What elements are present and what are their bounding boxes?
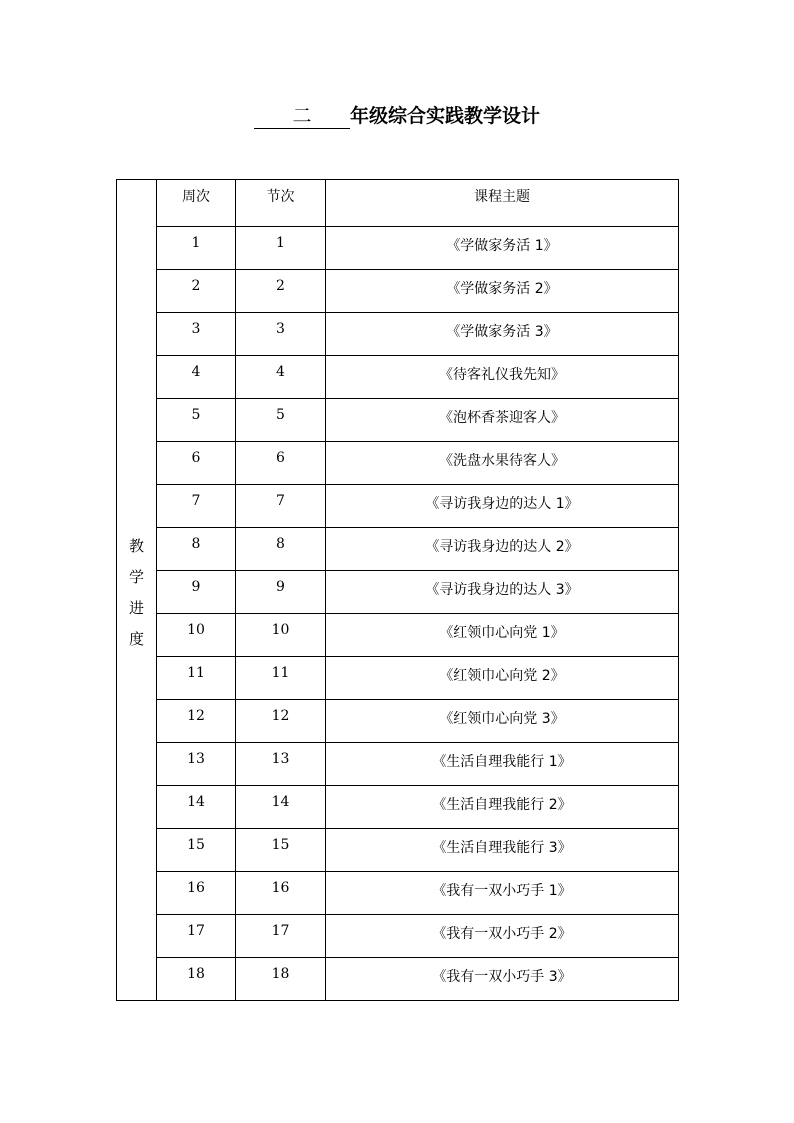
table-row <box>117 657 679 700</box>
table-row <box>117 356 679 399</box>
table-row <box>117 399 679 442</box>
table-row <box>117 571 679 614</box>
topic-cell: 《我有一双小巧手 1》 <box>326 872 679 915</box>
topic-cell: 《寻访我身边的达人 3》 <box>326 571 679 614</box>
table-row <box>117 700 679 743</box>
topic-cell: 《我有一双小巧手 2》 <box>326 915 679 958</box>
lesson-cell: 8 <box>236 528 326 571</box>
lesson-cell: 16 <box>236 872 326 915</box>
week-cell: 13 <box>157 743 236 786</box>
topic-cell: 《生活自理我能行 3》 <box>326 829 679 872</box>
table-row <box>117 958 679 1001</box>
topic-cell: 《寻访我身边的达人 2》 <box>326 528 679 571</box>
week-cell: 4 <box>157 356 236 399</box>
table-row <box>117 227 679 270</box>
lesson-cell: 11 <box>236 657 326 700</box>
table-row <box>117 786 679 829</box>
week-cell: 7 <box>157 485 236 528</box>
week-cell: 11 <box>157 657 236 700</box>
lesson-cell: 3 <box>236 313 326 356</box>
table-row <box>117 313 679 356</box>
topic-cell: 《寻访我身边的达人 1》 <box>326 485 679 528</box>
topic-cell: 《学做家务活 1》 <box>326 227 679 270</box>
lesson-cell: 13 <box>236 743 326 786</box>
side-char: 学 <box>128 568 144 586</box>
topic-cell: 《泡杯香茶迎客人》 <box>326 399 679 442</box>
week-cell: 12 <box>157 700 236 743</box>
topic-cell: 《洗盘水果待客人》 <box>326 442 679 485</box>
week-cell: 8 <box>157 528 236 571</box>
week-cell: 14 <box>157 786 236 829</box>
week-cell: 9 <box>157 571 236 614</box>
table-row <box>117 915 679 958</box>
lesson-cell: 14 <box>236 786 326 829</box>
week-cell: 1 <box>157 227 236 270</box>
week-cell: 15 <box>157 829 236 872</box>
topic-cell: 《红领巾心向党 2》 <box>326 657 679 700</box>
teaching-schedule-table <box>116 179 679 1001</box>
topic-cell: 《学做家务活 3》 <box>326 313 679 356</box>
side-char: 进 <box>128 599 144 617</box>
lesson-cell: 18 <box>236 958 326 1001</box>
table-row <box>117 743 679 786</box>
topic-cell: 《待客礼仪我先知》 <box>326 356 679 399</box>
table-row <box>117 614 679 657</box>
lesson-cell: 5 <box>236 399 326 442</box>
side-char: 教 <box>128 537 144 555</box>
table-row <box>117 442 679 485</box>
header-lesson: 节次 <box>236 180 326 227</box>
topic-cell: 《我有一双小巧手 3》 <box>326 958 679 1001</box>
topic-cell: 《生活自理我能行 2》 <box>326 786 679 829</box>
teaching-progress-label <box>117 180 157 1001</box>
header-week: 周次 <box>157 180 236 227</box>
week-cell: 16 <box>157 872 236 915</box>
week-cell: 17 <box>157 915 236 958</box>
title-text: 年级综合实践教学设计 <box>349 105 540 127</box>
side-char: 度 <box>128 630 144 648</box>
week-cell: 18 <box>157 958 236 1001</box>
lesson-cell: 1 <box>236 227 326 270</box>
table-row <box>117 829 679 872</box>
grade-blank: 二 <box>254 104 350 129</box>
week-cell: 5 <box>157 399 236 442</box>
lesson-cell: 9 <box>236 571 326 614</box>
table-row <box>117 485 679 528</box>
week-cell: 3 <box>157 313 236 356</box>
table-row <box>117 270 679 313</box>
header-row <box>117 180 679 227</box>
table-row <box>117 872 679 915</box>
week-cell: 2 <box>157 270 236 313</box>
document-title <box>0 104 794 129</box>
lesson-cell: 7 <box>236 485 326 528</box>
lesson-cell: 15 <box>236 829 326 872</box>
lesson-cell: 4 <box>236 356 326 399</box>
lesson-cell: 2 <box>236 270 326 313</box>
topic-cell: 《红领巾心向党 1》 <box>326 614 679 657</box>
lesson-cell: 17 <box>236 915 326 958</box>
topic-cell: 《学做家务活 2》 <box>326 270 679 313</box>
week-cell: 10 <box>157 614 236 657</box>
lesson-cell: 6 <box>236 442 326 485</box>
lesson-cell: 10 <box>236 614 326 657</box>
lesson-cell: 12 <box>236 700 326 743</box>
header-topic: 课程主题 <box>326 180 679 227</box>
topic-cell: 《生活自理我能行 1》 <box>326 743 679 786</box>
week-cell: 6 <box>157 442 236 485</box>
table-row <box>117 528 679 571</box>
topic-cell: 《红领巾心向党 3》 <box>326 700 679 743</box>
